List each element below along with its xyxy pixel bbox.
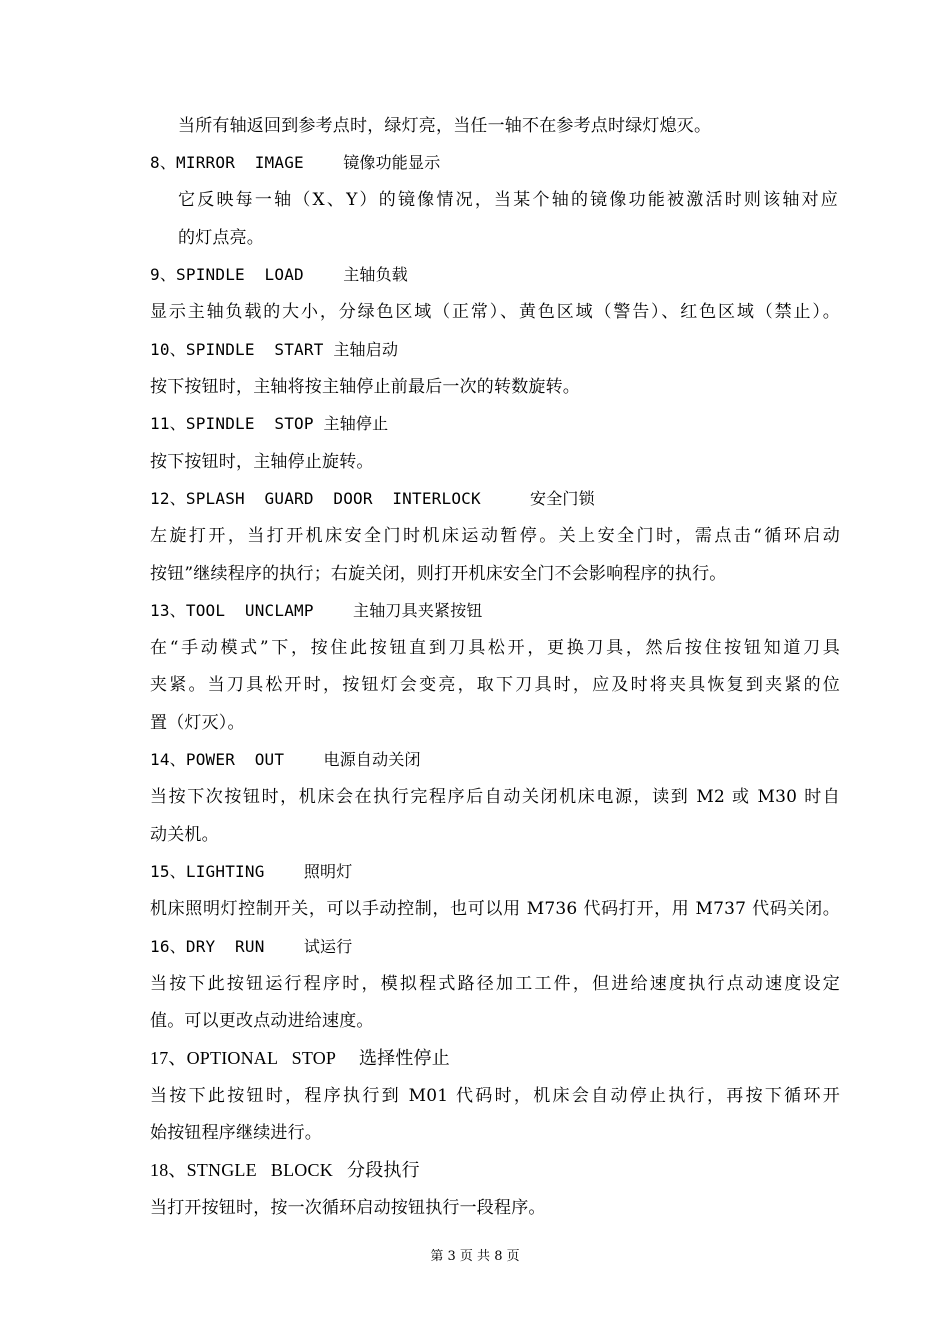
paragraph-line: 始按钮程序继续进行。 bbox=[150, 1123, 322, 1143]
section-heading-18: 18、STNGLE BLOCK 分段执行 bbox=[150, 1160, 420, 1180]
paragraph-line: 当按下次按钮时，机床会在执行完程序后自动关闭机床电源，读到 M2 或 M30 时自 bbox=[150, 787, 840, 807]
section-heading-8: 8、MIRROR IMAGE 镜像功能显示 bbox=[150, 153, 441, 172]
paragraph-line: 当所有轴返回到参考点时，绿灯亮，当任一轴不在参考点时绿灯熄灭。 bbox=[178, 116, 712, 136]
paragraph-line: 夹紧。当刀具松开时，按钮灯会变亮，取下刀具时，应及时将夹具恢复到夹紧的位 bbox=[150, 675, 840, 695]
paragraph-line: 动关机。 bbox=[150, 825, 219, 845]
paragraph-line: 显示主轴负载的大小，分绿色区域（正常）、黄色区域（警告）、红色区域（禁止）。 bbox=[150, 302, 840, 322]
section-heading-9: 9、SPINDLE LOAD 主轴负载 bbox=[150, 265, 408, 284]
section-heading-17: 17、OPTIONAL STOP 选择性停止 bbox=[150, 1048, 450, 1068]
paragraph-line: 按钮”继续程序的执行；右旋关闭，则打开机床安全门不会影响程序的执行。 bbox=[150, 564, 727, 584]
paragraph-line: 机床照明灯控制开关，可以手动控制，也可以用 M736 代码打开，用 M737 代码关闭。 bbox=[150, 899, 840, 919]
paragraph-line: 当按下此按钮时，程序执行到 M01 代码时，机床会自动停止执行，再按下循环开 bbox=[150, 1086, 840, 1106]
section-heading-16: 16、DRY RUN 试运行 bbox=[150, 937, 353, 956]
paragraph-line: 按下按钮时，主轴将按主轴停止前最后一次的转数旋转。 bbox=[150, 377, 580, 397]
paragraph-line: 置（灯灭）。 bbox=[150, 713, 245, 733]
section-heading-15: 15、LIGHTING 照明灯 bbox=[150, 862, 353, 881]
paragraph-line: 的灯点亮。 bbox=[178, 228, 264, 248]
paragraph-line: 在“手动模式”下，按住此按钮直到刀具松开，更换刀具，然后按住按钮知道刀具 bbox=[150, 638, 840, 658]
paragraph-line: 当打开按钮时，按一次循环启动按钮执行一段程序。 bbox=[150, 1198, 546, 1218]
paragraph-line: 当按下此按钮运行程序时，模拟程式路径加工工件，但进给速度执行点动速度设定 bbox=[150, 974, 840, 994]
page-footer: 第 3 页 共 8 页 bbox=[430, 1249, 520, 1264]
section-heading-14: 14、POWER OUT 电源自动关闭 bbox=[150, 750, 421, 769]
section-heading-11: 11、SPINDLE STOP 主轴停止 bbox=[150, 414, 389, 433]
paragraph-line: 按下按钮时，主轴停止旋转。 bbox=[150, 452, 374, 472]
paragraph-line: 它反映每一轴（X、Y）的镜像情况，当某个轴的镜像功能被激活时则该轴对应 bbox=[178, 190, 838, 210]
section-heading-10: 10、SPINDLE START 主轴启动 bbox=[150, 340, 399, 359]
section-heading-12: 12、SPLASH GUARD DOOR INTERLOCK 安全门锁 bbox=[150, 489, 595, 508]
section-heading-13: 13、TOOL UNCLAMP 主轴刀具夹紧按钮 bbox=[150, 601, 483, 620]
paragraph-line: 左旋打开，当打开机床安全门时机床运动暂停。关上安全门时，需点击“循环启动 bbox=[150, 526, 840, 546]
paragraph-line: 值。可以更改点动进给速度。 bbox=[150, 1011, 374, 1031]
